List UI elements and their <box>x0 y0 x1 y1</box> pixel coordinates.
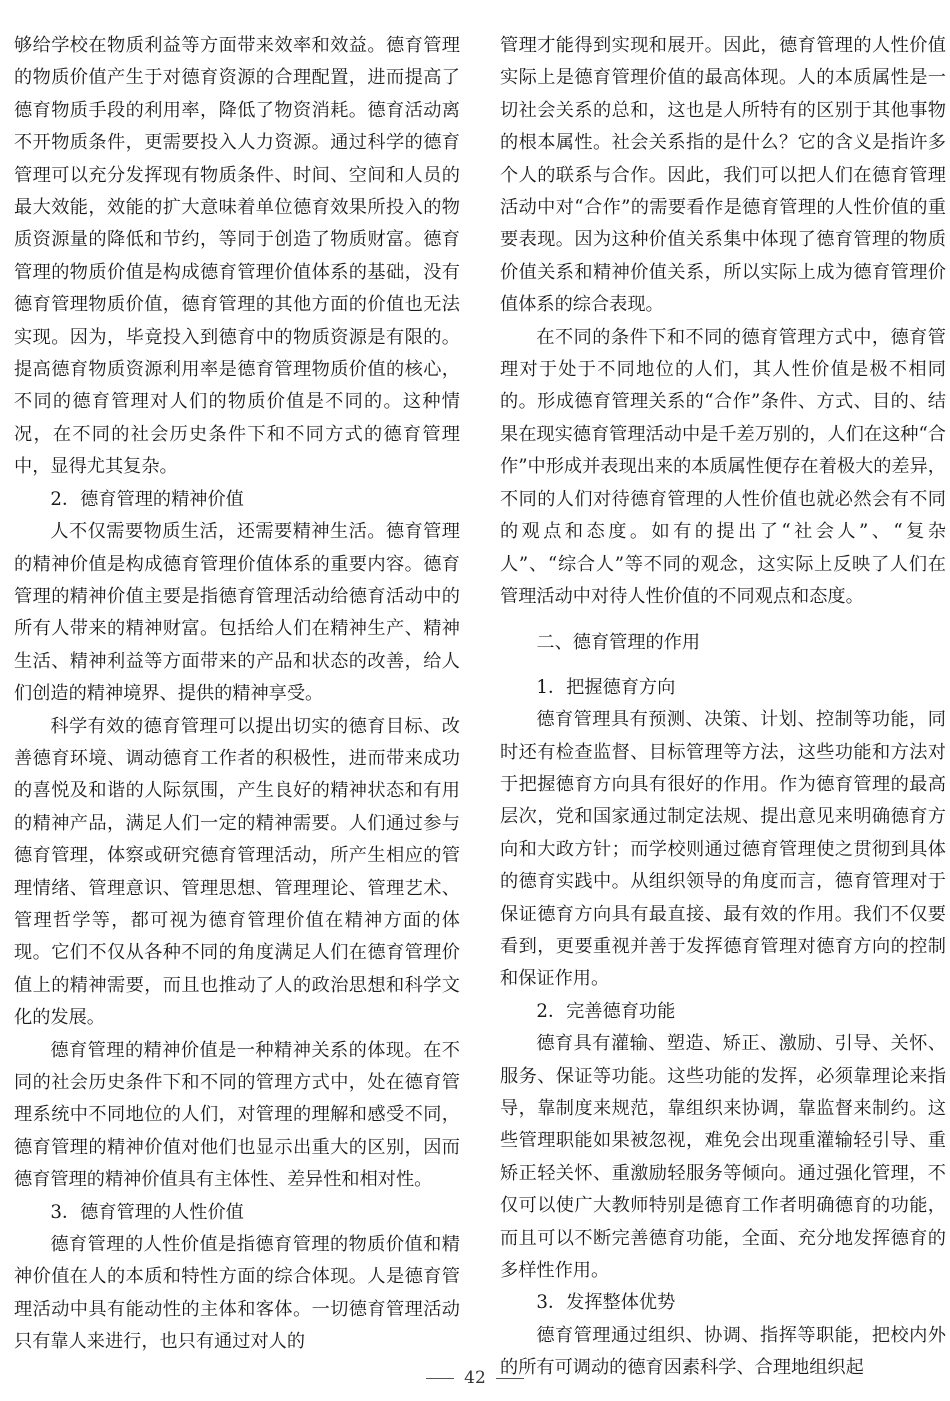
paragraph: 德育管理通过组织、协调、指挥等职能，把校内外的所有可调动的德育因素科学、合理地组织起 <box>500 1324 946 1379</box>
paragraph: 德育管理的人性价值是指德育管理的物质价值和精神价值在人的本质和特性方面的综合体现。人是德育管理活动中具有能动性的主体和客体。一切德育管理活动只有靠人来进行，也只有通过对人的 <box>14 1234 460 1353</box>
paragraph: 科学有效的德育管理可以提出切实的德育目标、改善德育环境、调动德育工作者的积极性，进而带来成功的喜悦及和谐的人际氛围，产生良好的精神状态和有用的精神产品，满足人们一定的精神需要。人们通过参与德育管理，体察或研究德育管理活动，所产生相应的管理情绪、管理意识、管理思想、管理理论、管理艺术、管理哲学等，都可视为德育管理价值在精神方面的体现。它们不仅从各种不同的角度满足人们在德育管理价值上的精神需要，而且也推动了人的政治思想和科学文化的发展。 <box>14 715 460 1029</box>
subsection-heading: 3．德育管理的人性价值 <box>50 1201 244 1223</box>
paragraph: 德育管理具有预测、决策、计划、控制等功能，同时还有检查监督、目标管理等方法，这些功能和方法对于把握德育方向具有很好的作用。作为德育管理的最高层次，党和国家通过制定法规、提出意见来明确德育方向和大政方针；而学校则通过德育管理使之贯彻到具体的德育实践中。从组织领导的角度而言，德育管理对于保证德育方向具有最直接、最有效的作用。我们不仅要看到，更要重视并善于发挥德育管理对德育方向的控制和保证作用。 <box>500 709 946 990</box>
footer-dash-left <box>426 1378 454 1379</box>
paragraph: 德育具有灌输、塑造、矫正、激励、引导、关怀、服务、保证等功能。这些功能的发挥，必须靠理论来指导，靠制度来规范，靠组织来协调，靠监督来制约。这些管理职能如果被忽视，难免会出现重灌输轻引导、重矫正轻关怀、重激励轻服务等倾向。通过强化管理，不仅可以使广大教师特别是德育工作者明确德育的功能，而且可以不断完善德育功能，全面、充分地发挥德育的多样性作用。 <box>500 1033 946 1282</box>
paragraph: 够给学校在物质利益等方面带来效率和效益。德育管理的物质价值产生于对德育资源的合理配置，进而提高了德育物质手段的利用率，降低了物资消耗。德育活动离不开物质条件，更需要投入人力资源。通过科学的德育管理可以充分发挥现有物质条件、时间、空间和人员的最大效能，效能的扩大意味着单位德育效果所投入的物质资源量的降低和节约，等同于创造了物质财富。德育管理的物质价值是构成德育管理价值体系的基础，没有德育管理物质价值，德育管理的其他方面的价值也无法实现。因为，毕竟投入到德育中的物质资源是有限的。提高德育物质资源利用率是德育管理物质价值的核心，不同的德育管理对人们的物质价值是不同的。这种情况，在不同的社会历史条件下和不同方式的德育管理中，显得尤其复杂。 <box>14 35 460 478</box>
paragraph: 德育管理的精神价值是一种精神关系的体现。在不同的社会历史条件下和不同的管理方式中，处在德育管理系统中不同地位的人们，对管理的理解和感受不同，德育管理的精神价值对他们也显示出重大的区别，因而德育管理的精神价值具有主体性、差异性和相对性。 <box>14 1039 460 1191</box>
page-number: 42 <box>464 1368 486 1388</box>
left-column <box>14 30 460 1359</box>
section-heading: 二、德育管理的作用 <box>536 632 701 654</box>
page-footer <box>0 1368 950 1388</box>
paragraph: 人不仅需要物质生活，还需要精神生活。德育管理的精神价值是构成德育管理价值体系的重要内容。德育管理的精神价值主要是指德育管理活动给德育活动中的所有人带来的精神财富。包括给人们在精神生产、精神生活、精神利益等方面带来的产品和状态的改善，给人们创造的精神境界、提供的精神享受。 <box>14 521 460 705</box>
paragraph: 管理才能得到实现和展开。因此，德育管理的人性价值实际上是德育管理价值的最高体现。人的本质属性是一切社会关系的总和，这也是人所特有的区别于其他事物的根本属性。社会关系指的是什么？它的含义是指许多个人的联系与合作。因此，我们可以把人们在德育管理活动中对“合作”的需要看作是德育管理的人性价值的重要表现。因为这种价值关系集中体现了德育管理的物质价值关系和精神价值关系，所以实际上成为德育管理价值体系的综合表现。 <box>500 35 946 316</box>
paragraph: 在不同的条件下和不同的德育管理方式中，德育管理对于处于不同地位的人们，其人性价值是极不相同的。形成德育管理关系的“合作”条件、方式、目的、结果在现实德育管理活动中是千差万别的，人们在这种“合作”中形成并表现出来的本质属性便存在着极大的差异，不同的人们对待德育管理的人性价值也就必然会有不同的观点和态度。如有的提出了“社会人”、“复杂人”、“综合人”等不同的观念，这实际上反映了人们在管理活动中对待人性价值的不同观点和态度。 <box>500 326 946 607</box>
subsection-heading: 2．完善德育功能 <box>536 1000 676 1022</box>
subsection-heading: 1．把握德育方向 <box>536 676 676 698</box>
subsection-heading: 3．发挥整体优势 <box>536 1292 676 1314</box>
subsection-heading: 2．德育管理的精神价值 <box>50 488 244 510</box>
footer-dash-right <box>496 1378 524 1379</box>
right-column <box>500 30 946 1385</box>
